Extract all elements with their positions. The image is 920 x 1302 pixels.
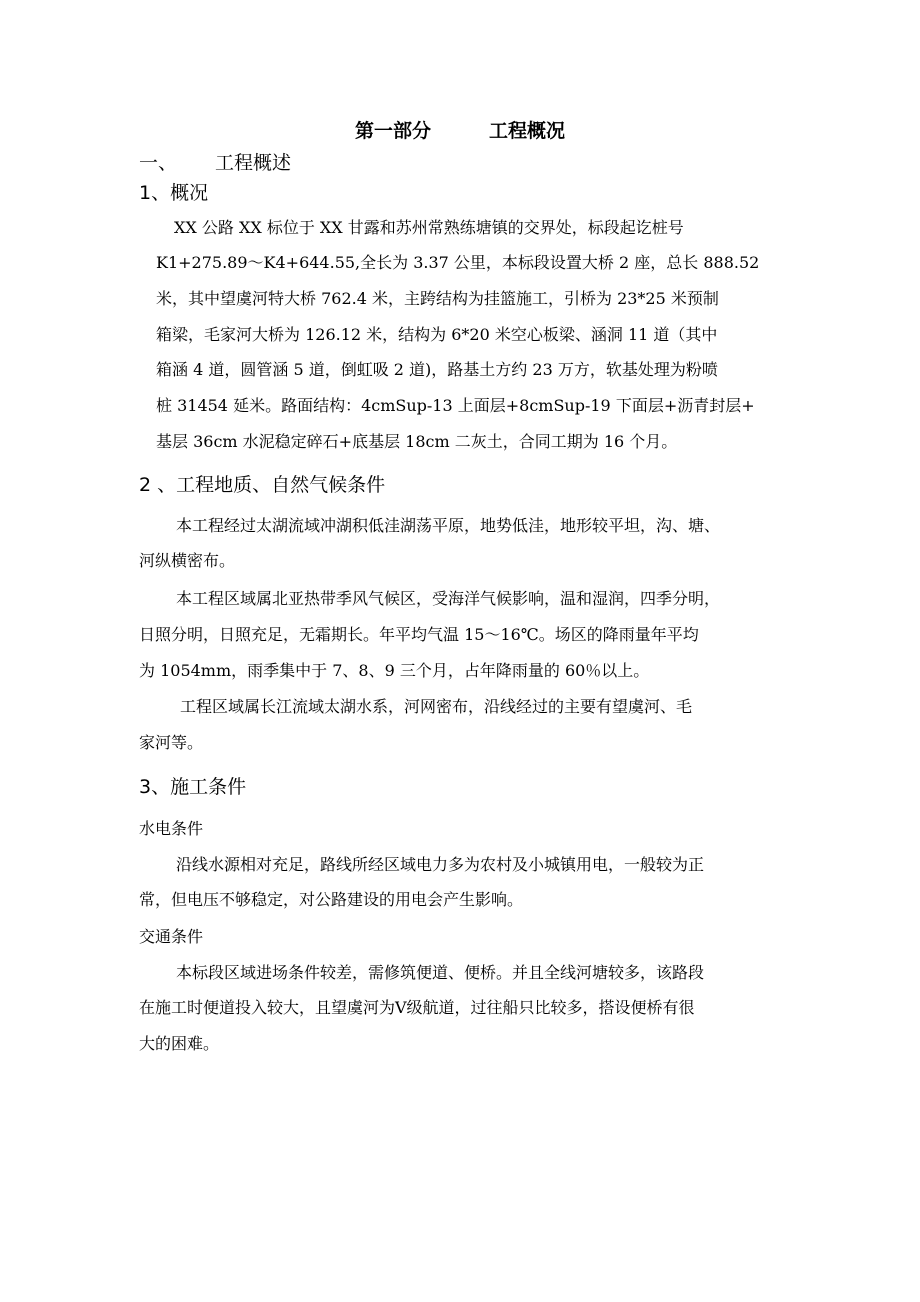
overview-line-2: K1+275.89～K4+644.55,全长为 3.37 公里，本标段设置大桥 2 座，总长 888.52 — [156, 253, 760, 272]
climate-para-line-1: 本工程区域属北亚热带季风气候区，受海洋气候影响，温和湿润，四季分明， — [176, 589, 721, 608]
overview-line-4: 箱梁，毛家河大桥为 126.12 米，结构为 6*20 米空心板梁、涵洞 11 道（其中 — [156, 325, 718, 344]
section-1-title: 工程概述 — [215, 152, 292, 174]
traffic-line-2: 在施工时便道投入较大，且望虞河为Ⅴ级航道，过往船只比较多，搭设便桥有很 — [139, 998, 695, 1017]
hydrology-para-line-1: 工程区域属长江流域太湖水系，河网密布，沿线经过的主要有望虞河、毛 — [180, 697, 693, 716]
title-part: 第一部分 — [354, 120, 431, 142]
section-1-heading — [139, 148, 291, 175]
geology-para-1-line-2: 河纵横密布。 — [139, 551, 236, 570]
overview-line-1: XX 公路 XX 标位于 XX 甘露和苏州常熟练塘镇的交界处，标段起讫桩号 — [174, 218, 684, 237]
geology-para-1-line-1: 本工程经过太湖流域冲湖积低洼湖荡平原，地势低洼，地形较平坦，沟、塘、 — [176, 516, 721, 535]
subsection-1-heading: 1、概况 — [139, 182, 209, 204]
section-1-number: 一、 — [139, 152, 178, 174]
page-title — [0, 116, 920, 143]
water-power-heading: 水电条件 — [139, 819, 204, 838]
climate-para-line-3: 为 1054mm，雨季集中于 7、8、9 三个月，占年降雨量的 60％以上。 — [139, 661, 650, 680]
hydrology-para-line-2: 家河等。 — [139, 733, 204, 752]
water-power-line-2: 常，但电压不够稳定，对公路建设的用电会产生影响。 — [139, 890, 524, 909]
subsection-3-heading: 3、施工条件 — [139, 776, 247, 798]
climate-para-line-2: 日照分明，日照充足，无霜期长。年平均气温 15～16℃。场区的降雨量年平均 — [139, 625, 699, 644]
subsection-2-heading: 2 、工程地质、自然气候条件 — [139, 474, 386, 496]
traffic-heading: 交通条件 — [139, 927, 204, 946]
overview-line-5: 箱涵 4 道，圆管涵 5 道，倒虹吸 2 道)，路基土方约 23 万方，软基处理为粉喷 — [156, 360, 718, 379]
traffic-line-1: 本标段区域进场条件较差，需修筑便道、便桥。并且全线河塘较多，该路段 — [176, 963, 705, 982]
overview-line-7: 基层 36cm 水泥稳定碎石+底基层 18cm 二灰土，合同工期为 16 个月。 — [156, 432, 678, 451]
traffic-line-3: 大的困难。 — [139, 1034, 220, 1053]
overview-line-6: 桩 31454 延米。路面结构：4cmSup-13 上面层+8cmSup-19 下面层+沥青封层+ — [156, 396, 755, 415]
title-name: 工程概况 — [489, 120, 566, 142]
overview-line-3: 米，其中望虞河特大桥 762.4 米，主跨结构为挂篮施工，引桥为 23*25 米预制 — [156, 289, 719, 308]
water-power-line-1: 沿线水源相对充足，路线所经区域电力多为农村及小城镇用电，一般较为正 — [176, 855, 705, 874]
